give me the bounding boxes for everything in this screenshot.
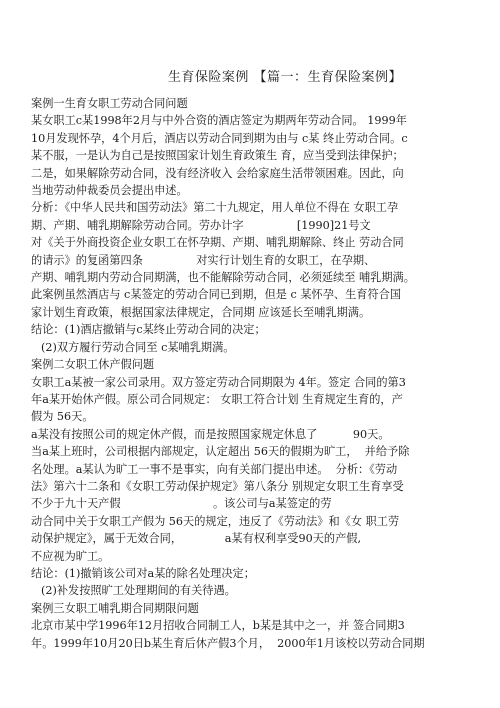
text-line: 对《关于外商投资企业女职工在怀孕期、产期、哺乳期解除、终止 劳动合同 xyxy=(31,236,404,250)
text-line: 10月发现怀孕，4个月后，酒店以劳动合同到期为由与 c某 终止劳动合同。c xyxy=(31,131,408,145)
document-body xyxy=(31,95,471,652)
text-line: 当地劳动仲裁委员会提出申述。 xyxy=(31,184,188,198)
text-line: 年。1999年10月20日b某生育后休产假3个月， 2000年1月该校以劳动合同期 xyxy=(31,636,425,650)
text-line: 某女职工c某1998年2月与中外合资的酒店签定为期两年劳动合同。 1999年 xyxy=(31,114,407,128)
text-line: (2)补发按照旷工处理期间的有关待遇。 xyxy=(41,584,236,598)
text-line: 动保护规定》，属于无效合同， a某有权利享受90天的产假, xyxy=(31,532,362,546)
text-line: 不少于九十天产假 。该公司与a某签定的劳 xyxy=(31,497,332,511)
text-line: 的请示》的复函第四条 对实行计划生育的女职工，在孕期、 xyxy=(31,253,376,267)
text-line: 案例二女职工休产假问题 xyxy=(31,358,155,372)
text-line: 法》第六十二条和《女职工劳动保护规定》第八条分 别规定女职工生育享受 xyxy=(31,479,404,493)
text-line: 名处理。a某认为旷工一事不是事实，向有关部门提出申述。 分析：《劳动 xyxy=(31,462,398,476)
text-line: 女职工a某被一家公司录用。双方签定劳动合同期限为 4年。签定 合同的第3 xyxy=(31,375,406,389)
text-line: 二是，如果解除劳动合同，没有经济收入 会给家庭生活带领困难。因此，向 xyxy=(31,166,404,180)
text-line: 结论：(1)酒店撤销与c某终止劳动合同的决定； xyxy=(31,323,266,337)
text-line: 案例一生育女职工劳动合同问题 xyxy=(31,97,188,110)
text-line: 结论：(1)撤销该公司对a某的除名处理决定； xyxy=(31,566,255,580)
text-line: 案例三女职工哺乳期合同期限问题 xyxy=(31,601,199,615)
text-line: 此案例虽然酒店与 c某签定的劳动合同已到期，但是 c 某怀孕、生育符合国 xyxy=(31,288,402,302)
text-line: 年a某开始休产假。原公司合同规定： 女职工符合计划 生育规定生育的，产 xyxy=(31,392,403,406)
text-line: a某没有按照公司的规定休产假，而是按照国家规定休息了 90天。 xyxy=(31,427,390,441)
text-line: 期、产期、哺乳期解除劳动合同。劳办计字 [1990]21号文 xyxy=(31,218,371,232)
text-line: 北京市某中学1996年12月招收合同制工人，b某是其中之一，并 签合同期3 xyxy=(31,619,405,633)
text-line: 不应视为旷工。 xyxy=(31,549,110,563)
text-line: 某不服，一是认为自己是按照国家计划生育政策生 育，应当受到法律保护； xyxy=(31,149,404,163)
text-line: 分析：《中华人民共和国劳动法》第二十九规定，用人单位不得在 女职工孕 xyxy=(31,201,399,215)
document-title: 生育保险案例 【篇一：生育保险案例】 xyxy=(167,70,403,85)
text-line: 产期、哺乳期内劳动合同期满，也不能解除劳动合同，必须延续至 哺乳期满。 xyxy=(31,271,415,285)
text-line: 家计划生育政策，根据国家法律规定，合同期 应该延长至哺乳期满。 xyxy=(31,305,371,319)
text-line: 当a某上班时，公司根据内部规定，认定超出 56天的假期为旷工， 并给予除 xyxy=(31,445,410,459)
text-line: 动合同中关于女职工产假为 56天的规定，违反了《劳动法》和《女 职工劳 xyxy=(31,514,400,528)
text-line: 假为 56天。 xyxy=(31,410,94,424)
text-line: (2)双方履行劳动合同至 c某哺乳期满。 xyxy=(41,340,235,354)
